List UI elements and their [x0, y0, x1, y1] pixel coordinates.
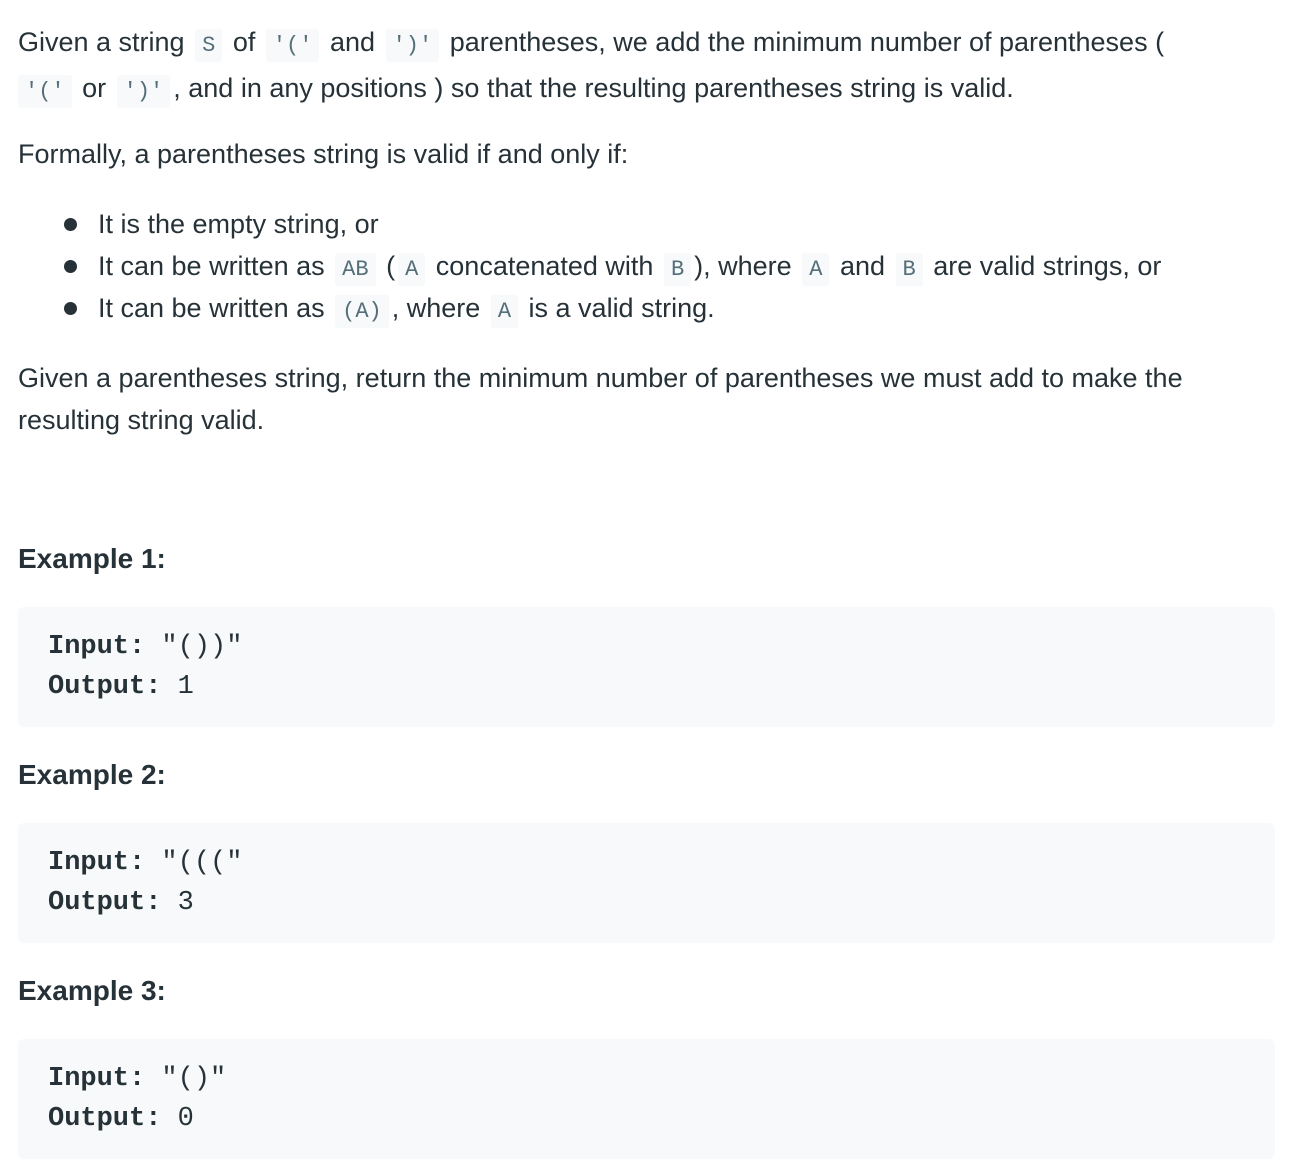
input-label: Input: [48, 1064, 146, 1094]
intro-text: , and in any positions ) so that the resulting parentheses string is valid. [173, 73, 1014, 103]
example-3-heading: Example 3: [18, 975, 166, 1006]
output-value: 1 [177, 672, 194, 702]
inline-code: A [802, 253, 829, 286]
rule-text: concatenated with [435, 251, 654, 281]
example-1-code-block [18, 607, 1275, 727]
rule-text: It can be written as [98, 293, 325, 323]
task-paragraph: Given a parentheses string, return the minimum number of parentheses we must add to make the resulting string valid. [18, 363, 1183, 435]
rule-text: and [839, 251, 885, 281]
bullet-icon [64, 260, 77, 273]
list-item [0, 287, 1161, 329]
input-value: "()" [161, 1064, 227, 1094]
list-item [0, 245, 1161, 287]
rule-text: is a valid string. [528, 293, 715, 323]
validity-rules-list [0, 203, 1161, 329]
inline-code: A [398, 253, 425, 286]
intro-text: Given a string [18, 27, 185, 57]
bullet-icon [64, 218, 77, 231]
input-label: Input: [48, 848, 146, 878]
inline-code: AB [335, 253, 375, 286]
intro-text: or [82, 73, 107, 103]
output-label: Output: [48, 672, 162, 702]
inline-code: (A) [335, 295, 389, 328]
rule-text: It can be written as [98, 251, 325, 281]
intro-paragraph [18, 21, 1280, 113]
example-1-heading: Example 1: [18, 543, 166, 574]
rule-text: , where [391, 293, 481, 323]
intro-text: and [329, 27, 376, 57]
bullet-icon [64, 302, 77, 315]
rule-text: ), where [694, 251, 792, 281]
intro-text: of [232, 27, 256, 57]
rule-text: are valid strings, or [933, 251, 1162, 281]
input-value: "(((" [161, 848, 243, 878]
example-2-heading: Example 2: [18, 759, 166, 790]
inline-code: ')' [386, 29, 440, 62]
inline-code: B [896, 253, 923, 286]
inline-code: S [195, 29, 222, 62]
input-value: "())" [161, 632, 243, 662]
inline-code: A [491, 295, 518, 328]
output-value: 0 [177, 1104, 194, 1134]
output-label: Output: [48, 888, 162, 918]
example-2-code-block [18, 823, 1275, 943]
output-label: Output: [48, 1104, 162, 1134]
inline-code: B [664, 253, 691, 286]
list-item [0, 203, 1161, 245]
inline-code: '(' [266, 29, 320, 62]
rule-text: It is the empty string, or [98, 209, 379, 239]
input-label: Input: [48, 632, 146, 662]
example-3-code-block [18, 1039, 1275, 1159]
inline-code: '(' [18, 75, 72, 108]
intro-text: parentheses, we add the minimum number of parentheses ( [449, 27, 1165, 57]
rule-text: ( [386, 251, 396, 281]
output-value: 3 [177, 888, 194, 918]
formally-paragraph: Formally, a parentheses string is valid if and only if: [18, 139, 629, 169]
inline-code: ')' [117, 75, 171, 108]
